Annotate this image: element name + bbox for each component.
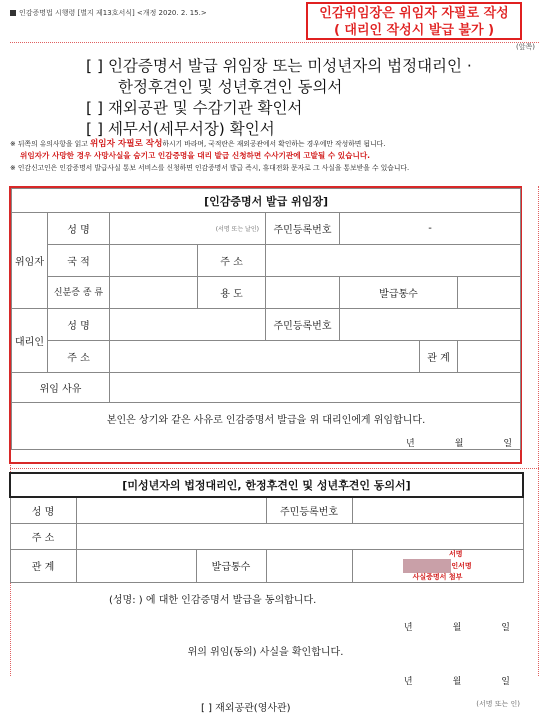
id-type-label: 신분증 종 류: [48, 277, 110, 309]
consent-rrn-label: 주민등록번호: [266, 497, 352, 523]
embassy-row: [9, 699, 522, 713]
stamp-line-1: 서명: [448, 549, 463, 558]
issue-count-field[interactable]: [458, 277, 521, 309]
consent-date-year: 년: [403, 622, 413, 633]
consent-address-field[interactable]: [76, 523, 523, 549]
section1-title: [인감증명서 발급 위임장]: [12, 189, 521, 213]
delegation-date: [12, 436, 520, 449]
mid-divider: [10, 468, 539, 469]
redaction-block: [403, 559, 451, 573]
confirm-date-day: 일: [501, 676, 510, 687]
form-title: [86, 56, 472, 140]
form-reference: [10, 8, 207, 18]
form-reference-text: 인감증명법 시행령 [별지 제13호서식] <개정 2020. 2. 15.>: [19, 9, 207, 17]
agent-label: 대리인: [12, 309, 48, 373]
consent-relation-label: 관 계: [10, 549, 76, 582]
agent-rrn-field[interactable]: [340, 309, 521, 341]
agent-rrn-label: 주민등록번호: [266, 309, 340, 341]
warning-box: [306, 2, 522, 40]
consent-date-day: 일: [501, 622, 510, 633]
square-bullet-icon: [10, 10, 16, 16]
title-line-3[interactable]: [ ] 재외공관 및 수감기관 확인서: [86, 99, 303, 117]
confirm-date: [9, 674, 522, 687]
consent-issue-count-label: 발급통수: [196, 549, 266, 582]
notes: [10, 138, 539, 174]
consent-name-field[interactable]: [76, 497, 266, 523]
date-year: 년: [406, 439, 415, 449]
top-divider: [10, 42, 539, 43]
confirm-statement: 위의 위임(동의) 사실을 확인합니다.: [187, 646, 344, 658]
agent-address-field[interactable]: [110, 341, 420, 373]
delegation-section: [9, 186, 522, 464]
delegator-label: 위임자: [12, 213, 48, 309]
delegation-table: [11, 188, 521, 450]
rrn-dash: -: [428, 223, 432, 234]
consent-stamp-cell: [352, 549, 523, 582]
nationality-field[interactable]: [110, 245, 198, 277]
agent-address-label: 주 소: [48, 341, 110, 373]
delegator-rrn-field[interactable]: [340, 213, 521, 245]
front-side-tag: (앞쪽): [516, 43, 535, 51]
consent-table: [9, 472, 524, 583]
consent-address-label: 주 소: [10, 523, 76, 549]
relation-field[interactable]: [458, 341, 521, 373]
consent-relation-field[interactable]: [76, 549, 196, 582]
consent-name-label: 성 명: [10, 497, 76, 523]
right-dotted-edge: [538, 186, 539, 676]
id-type-field[interactable]: [110, 277, 198, 309]
consent-statement: (성명: ) 에 대한 인감증명서 발급을 동의합니다.: [109, 594, 317, 606]
stamp-line-3: 사실증명서 첨부: [412, 572, 463, 581]
confirm-date-month: 월: [452, 676, 462, 687]
delegator-address-field[interactable]: [266, 245, 521, 277]
delegator-address-label: 주 소: [198, 245, 266, 277]
delegator-rrn-label: 주민등록번호: [266, 213, 340, 245]
reason-field[interactable]: [110, 373, 521, 403]
embassy-sign-hint: (서명 또는 인): [476, 699, 520, 708]
relation-label: 관 계: [420, 341, 458, 373]
date-day: 일: [503, 439, 513, 449]
agent-name-field[interactable]: [110, 309, 266, 341]
note-1: [10, 138, 539, 150]
sign-hint: (서명 또는 날인): [215, 226, 259, 233]
consent-section: [9, 472, 522, 713]
title-line-2: 한정후견인 및 성년후견인 동의서: [118, 78, 343, 96]
stamp-line-2-row: [353, 559, 523, 573]
issue-count-label: 발급통수: [340, 277, 458, 309]
delegation-statement: 본인은 상기와 같은 사유로 인감증명서 발급을 위 대리인에게 위임합니다.: [106, 415, 426, 426]
note-1-post: 하시기 바라며, 국적란은 재외공관에서 확인하는 경우에만 작성하면 됩니다.: [162, 140, 386, 148]
note-1-red: 위임자 자필로 작성: [90, 139, 163, 149]
warning-line-2: ( 대리인 작성시 발급 불가 ): [333, 23, 495, 38]
delegator-name-field[interactable]: [110, 213, 266, 245]
embassy-checkbox-label[interactable]: [ ] 재외공관(영사관): [201, 702, 291, 714]
title-line-4[interactable]: [ ] 세무서(세무서장) 확인서: [86, 120, 275, 138]
confirm-date-year: 년: [403, 676, 413, 687]
consent-issue-count-field[interactable]: [266, 549, 352, 582]
consent-date-month: 월: [452, 622, 462, 633]
note-1-pre: ※ 뒤쪽의 유의사항을 읽고: [10, 140, 90, 148]
consent-date: [9, 620, 522, 633]
delegator-name-label: 성 명: [48, 213, 110, 245]
reason-label: 위임 사유: [12, 373, 110, 403]
title-line-1[interactable]: [ ] 인감증명서 발급 위임장 또는 미성년자의 법정대리인 ·: [86, 57, 472, 75]
date-month: 월: [454, 439, 464, 449]
nationality-label: 국 적: [48, 245, 110, 277]
note-2: 위임자가 사망한 경우 사망사실을 숨기고 인감증명을 대리 발급 신청하면 수사기관에 고발될 수 있습니다.: [20, 151, 371, 160]
statement-cell: [12, 403, 521, 450]
section2-title: [미성년자의 법정대리인, 한정후견인 및 성년후견인 동의서]: [10, 473, 523, 497]
warning-line-1: 인감위임장은 위임자 자필로 작성: [319, 6, 509, 21]
note-3: ※ 인감신고인은 인감증명서 발급사실 통보 서비스를 신청하면 인감증명서 발급 즉시, 휴대전화 문자로 그 사실을 통보받을 수 있습니다.: [10, 164, 410, 172]
agent-name-label: 성 명: [48, 309, 110, 341]
stamp-line-2: 인서명: [451, 561, 472, 570]
purpose-label: 용 도: [198, 277, 266, 309]
consent-rrn-field[interactable]: [352, 497, 523, 523]
purpose-field[interactable]: [266, 277, 340, 309]
